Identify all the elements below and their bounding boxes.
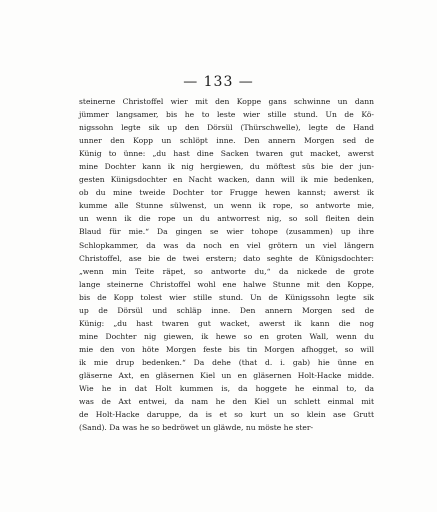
text-line: mie den von höte Morgen feste bis tin Morgen afhogget, so will — [79, 344, 374, 354]
text-line: ob du mine tweide Dochter tor Frugge hewen kannst; awerst ik — [79, 188, 374, 198]
text-line: mine Dochter kann ik nig hergiewen, du möftest süs bie der jun- — [79, 162, 374, 172]
text-line: Wie he in dat Holt kummen is, da hoggete he einmal to, da — [79, 384, 374, 394]
text-line: „wenn min Teite räpet, so antworte du,“ da nickede de grote — [79, 266, 374, 276]
text-line: Künig to ünne: „du hast dine Sacken twaren gut macket, awerst — [79, 149, 374, 159]
text-line: un wenn ik die rope un du antworrest nig, so soll fleiten dein — [79, 214, 374, 224]
text-line: was de Axt entwei, da nam he den Kiel un schlett einmal mit — [79, 397, 374, 407]
text-line: Schlopkammer, da was da noch en viel grötern un viel längern — [79, 240, 374, 250]
text-line: gesten Künigsdochter en Nacht wacken, dann will ik mie bedenken, — [79, 175, 374, 185]
text-line: mine Dochter nig giewen, ik hewe so en groten Wall, wenn du — [79, 331, 374, 341]
text-line: lange steinerne Christoffel wohl ene halwe Stunne mit den Koppe, — [79, 279, 374, 289]
text-line: ik mie drup bedenken.“ Da dehe (that d. i. gab) hie ünne en — [79, 357, 374, 367]
text-line: up de Dörsül und schläp inne. Den annern Morgen sed de — [79, 305, 374, 315]
page-number: — 133 — — [183, 74, 254, 90]
text-line: bis de Kopp tolest wier stille stund. Un de Künigssohn legte sik — [79, 292, 374, 302]
text-line: unner den Kopp un schlöpt inne. Den annern Morgen sed de — [79, 136, 374, 146]
text-line: Christoffel, ase bie de twei erstern; dato seghte de Künigsdochter: — [79, 253, 374, 263]
text-line: Blaud für mie.“ Da gingen se wier tohope (zusammen) up ihre — [79, 227, 374, 237]
text-line: (Sand). Da was he so bedröwet un gläwde, nu möste he ster- — [79, 423, 314, 433]
text-line: nigssohn legte sik up den Dörsül (Thürschwelle), legte de Hand — [79, 123, 374, 133]
text-line: jümmer langsamer, bis he to leste wier stille stund. Un de Kö- — [79, 110, 374, 120]
text-line: Künig: „du hast twaren gut wacket, awerst ik kann die nog — [79, 318, 374, 328]
body-text — [79, 95, 374, 434]
text-line: kumme alle Stunne sülwenst, un wenn ik rope, so antworte mie, — [79, 201, 374, 211]
text-line: gläserne Axt, en gläsernen Kiel un en gläsernen Holt-Hacke midde. — [79, 370, 374, 380]
text-line: steinerne Christoffel wier mit den Koppe gans schwinne un dann — [79, 97, 374, 106]
text-line: de Holt-Hacke daruppe, da is et so kurt un so klein ase Grutt — [79, 410, 374, 420]
